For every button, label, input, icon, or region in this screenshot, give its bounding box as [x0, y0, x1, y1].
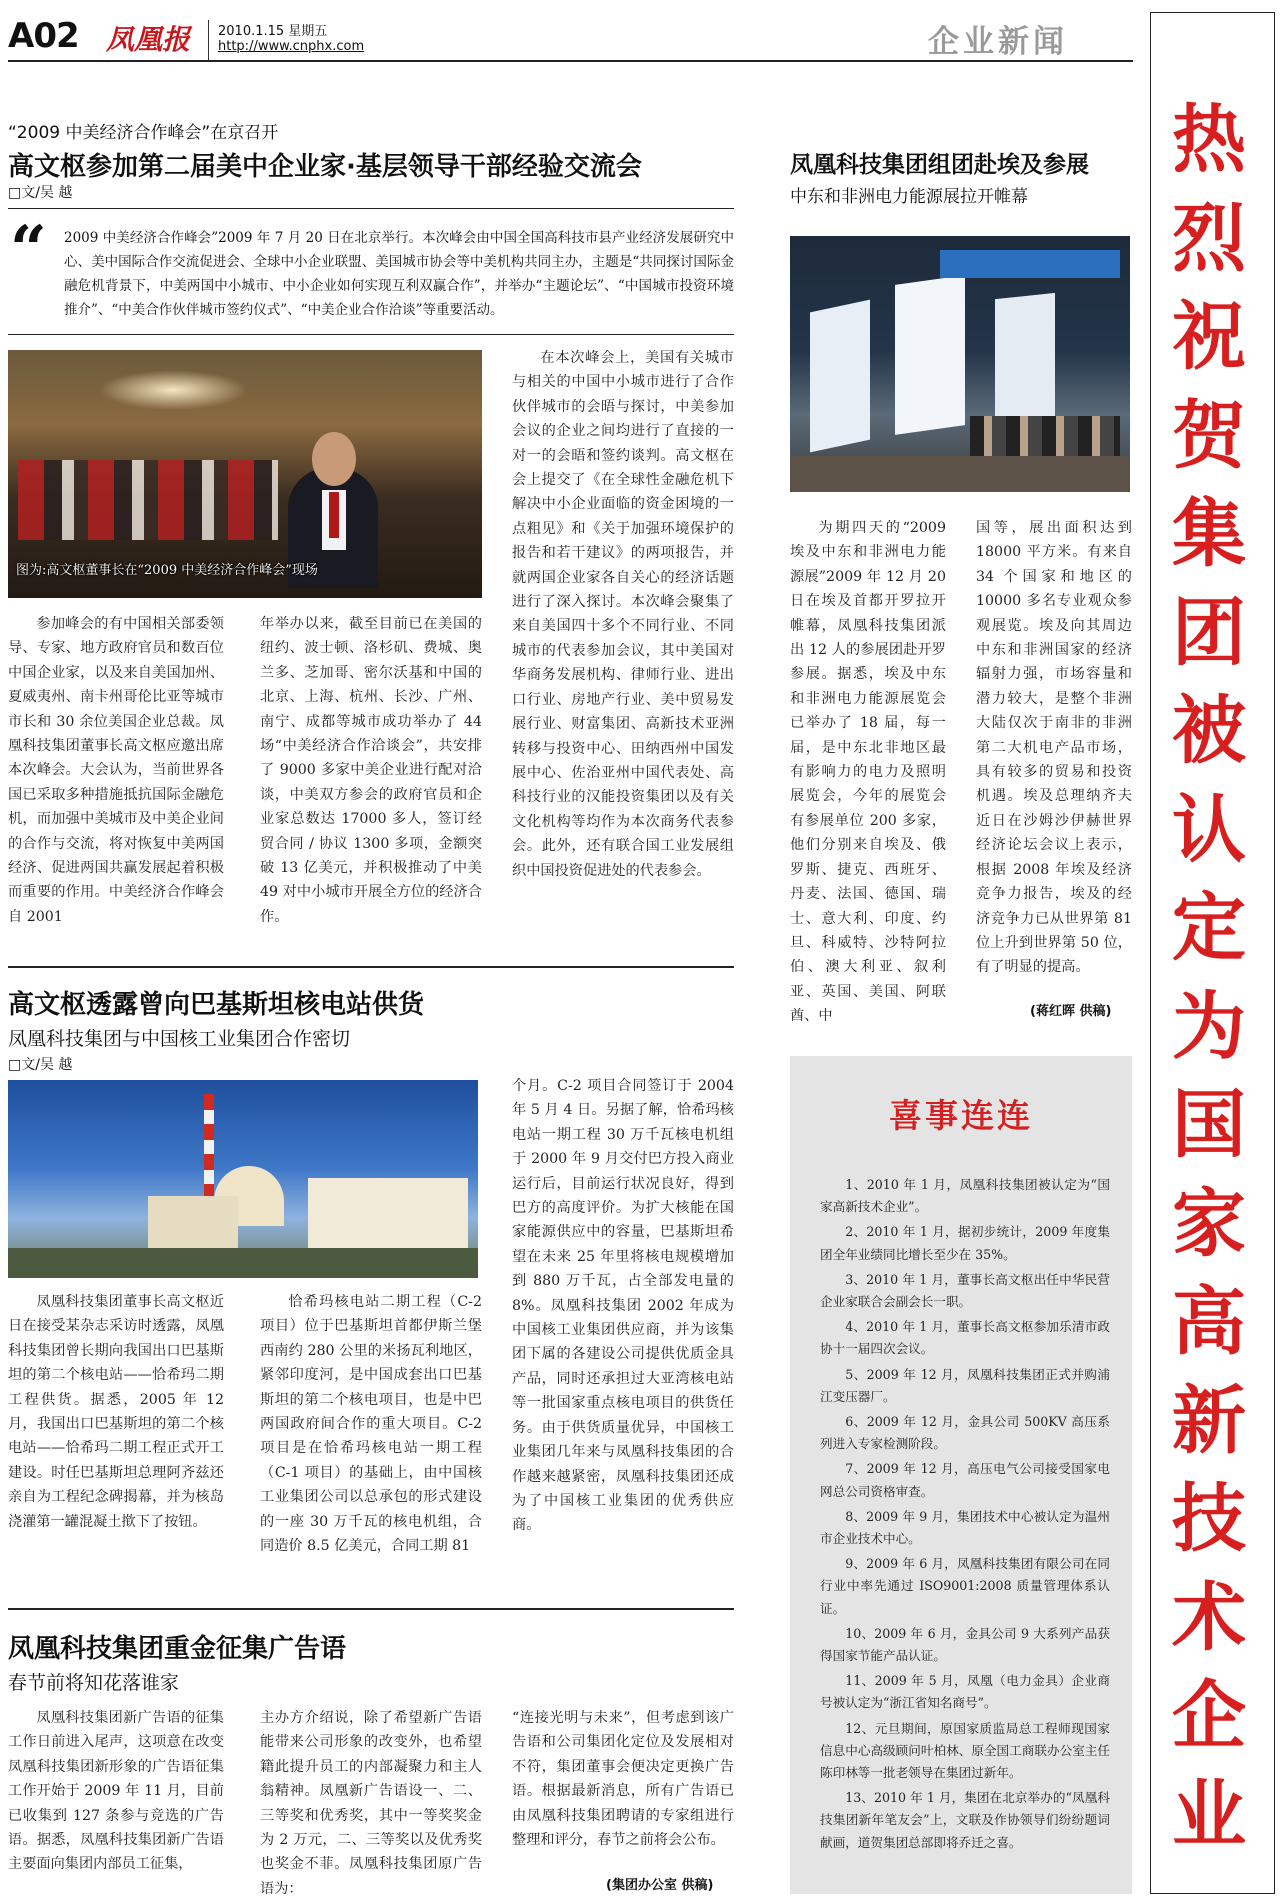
article3-rule-bottom [8, 1608, 734, 1610]
news-item: 1、2010 年 1 月，凤凰科技集团被认定为“国家高新技术企业”。 [820, 1177, 1110, 1215]
plant-building-right [308, 1178, 468, 1250]
news-item: 2、2010 年 1 月，据初步统计，2009 年度集团全年业绩同比增长至少在 35%。 [820, 1224, 1110, 1262]
article4-credit: (集团办公室 供稿) [606, 1878, 714, 1893]
article2-subtitle: 中东和非洲电力能源展拉开帷幕 [790, 187, 1028, 207]
article4-col1-text: 凤凰科技集团新广告语的征集工作日前进入尾声，这项意在改变凤凰科技集团新形象的广告语征集工作开始于 2009 年 11 月，目前已收集到 127 条参与竞选的广告语。据悉，凤凰科技集团新广告语主要面向集团内部员工征集， [8, 1710, 224, 1873]
news-box-title: 喜事连连 [889, 1096, 1033, 1135]
article1-byline: □文/吴 越 [8, 185, 73, 201]
chandelier [98, 370, 248, 410]
section-title: 企业新闻 [928, 24, 1068, 60]
expo-floor [790, 456, 1130, 492]
article1-title: 高文枢参加第二届美中企业家·基层领导干部经验交流会 [8, 152, 642, 182]
article1-col2 [260, 612, 482, 929]
article3-byline: □文/吴 越 [8, 1057, 73, 1073]
issue-date: 2010.1.15 星期五 [218, 24, 328, 39]
article1-col3 [512, 346, 734, 883]
article3-col2 [260, 1290, 482, 1558]
article3-col3 [512, 1074, 734, 1538]
summit-photo-caption: 图为:高文枢董事长在“2009 中美经济合作峰会”现场 [16, 563, 318, 578]
news-item: 9、2009 年 6 月，凤凰科技集团有限公司在同行业中率先通过 ISO9001:2008 质量管理体系认证。 [820, 1556, 1110, 1616]
article4-col2 [260, 1706, 482, 1901]
speaker-tie [329, 492, 339, 538]
newspaper-logo: 凤凰报 [106, 23, 191, 56]
news-item: 8、2009 年 9 月，集团技术中心被认定为温州市企业技术中心。 [820, 1508, 1110, 1547]
article1-lead: 2009 中美经济合作峰会”2009 年 7 月 20 日在北京举行。本次峰会由中国全国高科技市县产业经济发展研究中心、美中国际合作交流促进会、全球中小企业联盟、美国城市协会等中美机构共同主办，主题是“共同探讨国际金融危机背景下，中美两国中小城市、中小企业如何实现互利双赢合作”，并举办“主题论坛”、“中国城市投资环境推介”、“中美合作伙伴城市签约仪式”、“中美企业合作洽谈”等重要活动。 [64, 230, 734, 318]
plant-building-left [148, 1196, 238, 1250]
news-list [820, 1174, 1110, 1857]
article3-title: 高文枢透露曾向巴基斯坦核电站供货 [8, 990, 425, 1020]
article4-subtitle: 春节前将知花落谁家 [8, 1672, 180, 1694]
header-rule [8, 60, 1133, 62]
article2-credit: (蒋红晖 供稿) [1030, 1004, 1112, 1019]
news-item: 3、2010 年 1 月，董事长高文枢出任中华民营企业家联合会副会长一职。 [820, 1271, 1110, 1310]
article2-col1-text: 为期四天的“2009 埃及中东和非洲电力能源展”2009 年 12 月 20 日在埃及首都开罗拉开帷幕，凤凰科技集团派出 12 人的参展团赴开罗参展。据悉，埃及中东和非洲电力能源展览会已举办了 18 届，每一届，是中东北非地区最有影响力的电力及照明展览会，今年的展览会有参展单位 200 多家，他们分别来自埃及、俄罗斯、捷克、西班牙、丹麦、法国、德国、瑞士、意大利、印度、约旦、科威特、沙特阿拉伯、澳大利亚、叙利亚、英国、美国、阿联酋、中 [790, 520, 946, 1025]
article2-title: 凤凰科技集团组团赴埃及参展 [790, 152, 1089, 178]
header-divider [208, 20, 209, 60]
quote-mark-icon: “ [10, 212, 47, 287]
news-box [790, 1056, 1132, 1894]
article1-kicker: “2009 中美经济合作峰会”在京召开 [8, 123, 279, 143]
summit-photo [8, 350, 482, 598]
article4-col3 [512, 1706, 734, 1852]
page-number: A02 [8, 16, 79, 56]
news-item: 13、2010 年 1 月，集团在北京举办的“凤凰科技集团新年笔友会”上，文联及作协领导们纷纷题词献画，道贺集团总部即将乔迁之喜。 [820, 1790, 1110, 1850]
news-item: 6、2009 年 12 月，金具公司 500KV 高压系列进入专家检测阶段。 [820, 1414, 1110, 1452]
news-item: 11、2009 年 5 月，凤凰（电力金具）企业商号被认定为“浙江省知名商号”。 [820, 1673, 1110, 1711]
article1-col2-text: 年举办以来，截至目前已在美国的纽约、波士顿、洛杉矶、费城、奥兰多、芝加哥、密尔沃基和中国的北京、上海、杭州、长沙、广州、南宁、成都等城市成功举办了 44 场“中美经济合作洽谈会”，共安排了 9000 多家中美企业进行配对洽谈，中美双方参会的政府官员和企业家总数达 17000 多人，签订经贸合同 / 协议 1300 多项，金额突破 13 亿美元，并积极推动了中美 49 对中小城市开展全方位的经济合作。 [260, 616, 482, 925]
news-item: 4、2010 年 1 月，董事长高文枢参加乐清市政协十一届四次会议。 [820, 1319, 1110, 1357]
booth-panel-mid [895, 275, 965, 435]
booth-banner [940, 250, 1120, 278]
plant-ground [8, 1248, 478, 1278]
article1-rule-bottom [8, 966, 734, 968]
speaker-head [312, 432, 356, 486]
site-url[interactable]: http://www.cnphx.com [218, 39, 365, 54]
booth-panel-right [995, 293, 1055, 429]
article1-lead-rule-bottom [8, 334, 734, 335]
article4-title: 凤凰科技集团重金征集广告语 [8, 1634, 347, 1664]
article3-col2-text: 恰希玛核电站二期工程（C-2 项目）位于巴基斯坦首都伊斯兰堡西南约 280 公里的米扬瓦利地区，紧邻印度河，是中国成套出口巴基斯坦的第二个核电项目，也是中巴两国政府间合作的重大项目。C-2 项目是在恰希玛核电站一期工程（C-1 项目）的基础上，由中国核工业集团公司以总承包的形式建设的一座 30 万千瓦的核电机组，合同造价 8.5 亿美元，合同工期 81 [260, 1294, 482, 1555]
congrats-banner-text: 热烈祝贺集团被认定为国家高新技术企业 [1172, 97, 1246, 1858]
nuclear-plant-photo [8, 1080, 478, 1278]
article4-col3-text: “连接光明与未来”，但考虑到该广告语和公司集团化定位及发展相对不符，集团董事会便决定更换广告语。根据最新消息，所有广告语已由凤凰科技集团聘请的专家组进行整理和评分，春节之前将会公布。 [512, 1710, 734, 1849]
article1-col1-text: 参加峰会的有中国相关部委领导、专家、地方政府官员和数百位中国企业家，以及来自美国加州、夏威夷州、南卡州哥伦比亚等城市市长和 30 余位美国企业总裁。凤凰科技集团董事长高文枢应邀出席本次峰会。大会认为，当前世界各国已采取多种措施抵抗国际金融危机，而加强中美城市及中美企业间的合作与交流，将对恢复中美两国经济、促进两国共赢发展起着积极而重要的作用。中美经济合作峰会自 2001 [8, 616, 224, 925]
article2-col2 [976, 516, 1132, 980]
news-item: 5、2009 年 12 月，凤凰科技集团正式并购浦江变压器厂。 [820, 1366, 1110, 1404]
audience-row [18, 460, 278, 540]
expo-photo [790, 236, 1130, 492]
congrats-banner [1150, 12, 1275, 1894]
article3-col1 [8, 1290, 224, 1534]
article1-col1 [8, 612, 224, 929]
article4-col1 [8, 1706, 224, 1877]
article2-col1 [790, 516, 946, 1029]
news-item: 10、2009 年 6 月，金具公司 9 大系列产品获得国家节能产品认证。 [820, 1625, 1110, 1664]
news-item: 7、2009 年 12 月，高压电气公司接受国家电网总公司资格审查。 [820, 1461, 1110, 1499]
article2-col2-text: 国等，展出面积达到 18000 平方米。有来自 34 个国家和地区的 10000 多名专业观众参观展览。埃及向其周边中东和非洲国家的经济辐射力强，市场容量和潜力较大，是整个非洲大陆仅次于南非的非洲第二大机电产品市场，具有较多的贸易和投资机遇。埃及总理纳齐夫近日在沙姆沙伊赫世界经济论坛会议上表示，根据 2008 年埃及经济竞争力报告，埃及的经济竞争力已从世界第 81 位上升到世界第 50 位，有了明显的提高。 [976, 520, 1132, 976]
article3-col3-text: 个月。C-2 项目合同签订于 2004 年 5 月 4 日。另据了解，恰希玛核电站一期工程 30 万千瓦核电机组于 2000 年 9 月交付巴方投入商业运行后，目前运行状况良好，得到巴方的高度评价。为扩大核能在国家能源供应中的容量，巴基斯坦希望在未来 25 年里将核电规模增加到 880 万千瓦，占全部发电量的 8%。凤凰科技集团 2002 年成为中国核工业集团供应商，并为该集团下属的各建设公司提供优质金具产品，同时还承担过大亚湾核电站等一批国家重点核电项目的供货任务。由于供货质量优异，中国核工业集团几年来与凤凰科技集团的合作越来越紧密，凤凰科技集团还成为了中国核工业集团的优秀供应商。 [512, 1078, 734, 1534]
news-item: 12、元旦期间，原国家质监局总工程师现国家信息中心高级顾问叶柏林、原全国工商联办公室主任陈印林等一批老领导在集团过新年。 [820, 1720, 1110, 1781]
article4-col2-text: 主办方介绍说，除了希望新广告语能带来公司形象的改变外，也希望籍此提升员工的内部凝聚力和主人翁精神。凤凰新广告语设一、二、三等奖和优秀奖，其中一等奖奖金为 2 万元，二、三等奖以及优秀奖也奖金不菲。凤凰科技集团原广告语为： [260, 1710, 482, 1897]
article3-subtitle: 凤凰科技集团与中国核工业集团合作密切 [8, 1028, 351, 1050]
article1-col3-text: 在本次峰会上，美国有关城市与相关的中国中小城市进行了合作伙伴城市的会晤与探讨，中美参加会议的企业之间均进行了直接的一对一的会晤和签约谈判。高文枢在会上提交了《在全球性金融危机下解决中小企业面临的资金困境的一点粗见》和《关于加强环境保护的报告和若干建议》的两项报告，并就两国企业家各自关心的经济话题进行了深入探讨。本次峰会聚集了来自美国四十多个不同行业、不同城市的代表参加会议，其中美国对华商务发展机构、律师行业、进出口行业、房地产行业、美中贸易发展行业、财富集团、高新技术亚洲转移与投资中心、田纳西州中国发展中心、佐治亚州中国代表处、高科技行业的汉能投资集团以及有关文化机构等均作为本次商务代表参会。此外，还有联合国工业发展组织中国投资促进处的代表参会。 [512, 350, 734, 879]
article1-lead-rule-top [8, 208, 734, 209]
article3-col1-text: 凤凰科技集团董事长高文枢近日在接受某杂志采访时透露，凤凰科技集团曾长期向我国出口巴基斯坦的第二个核电站——恰希玛二期工程供货。据悉，2005 年 12 月，我国出口巴基斯坦的第二个核电站——恰希玛二期工程正式开工建设。时任巴基斯坦总理阿齐兹还亲自为工程纪念碑揭幕，并为核岛浇灌第一罐混凝土揿下了按钮。 [8, 1294, 224, 1530]
booth-panel-left [810, 300, 870, 453]
